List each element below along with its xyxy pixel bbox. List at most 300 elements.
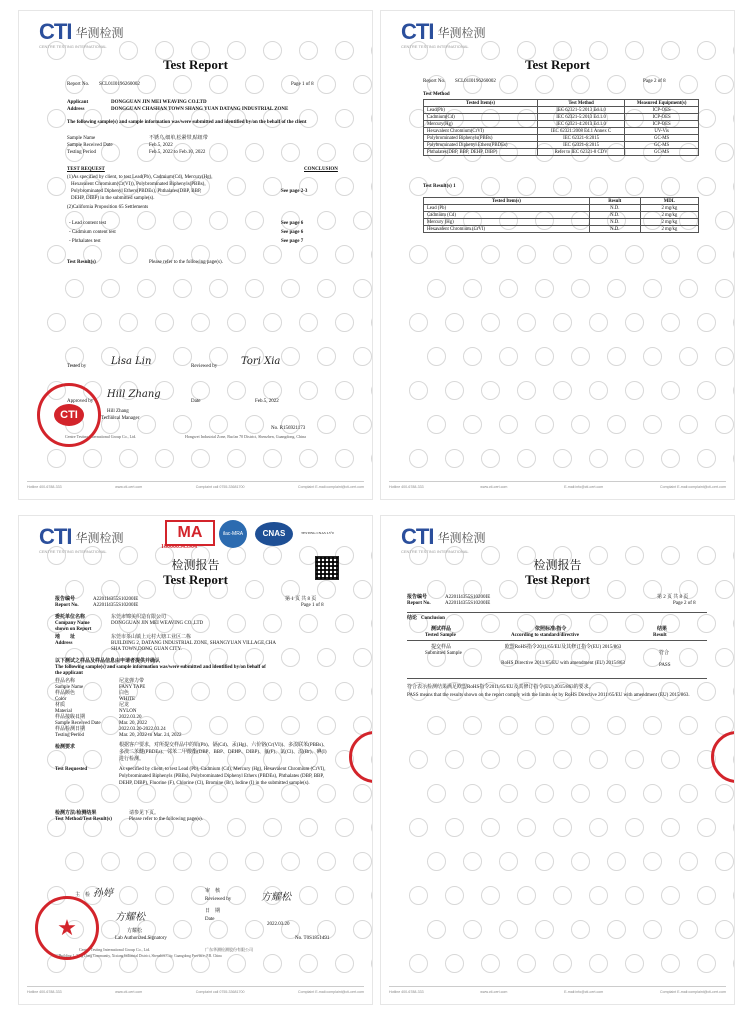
page-number-cn: 第 2 页 共 8 页 — [657, 595, 689, 600]
table-cell: Polybrominated Biphenyls(PBBs) — [424, 135, 538, 142]
watermark-icon — [643, 279, 662, 298]
watermark-icon — [553, 313, 572, 332]
report-no-label: Report No. — [55, 603, 79, 608]
watermark-icon — [191, 682, 210, 701]
watermark-icon — [553, 381, 572, 400]
table-cell: N.D. — [589, 212, 640, 219]
address-label-cn: 地 址 — [55, 635, 76, 640]
table-cell: GC-MS — [625, 135, 699, 142]
watermark-icon — [499, 75, 518, 94]
received-cn: 2022.03.20 — [119, 715, 142, 720]
sample-name-cn: 尼龙弹力带 — [119, 679, 145, 684]
watermark-icon — [263, 449, 282, 468]
watermark-icon — [697, 245, 716, 264]
watermark-icon — [409, 449, 428, 468]
row-standard-cn: 欧盟RoHS指令2011/65/EU及其修订指令(EU) 2015/863 — [504, 645, 622, 650]
watermark-icon — [173, 852, 192, 871]
report-no-label-cn: 报告编号 — [55, 597, 76, 602]
table-cell: Phthalates(DBP, BBP, DEHP, DIBP) — [424, 149, 538, 156]
address-en-2: SHA TOWN,DONG GUAN CITY. — [111, 647, 182, 652]
request-line-2: Hexavalent Chromium(Cr(VI)), Polybrominated Biphenyls(PBBs), — [71, 182, 206, 187]
report-no-label-cn: 报告编号 — [407, 595, 428, 600]
watermark-icon — [517, 818, 536, 837]
watermark-icon — [245, 75, 264, 94]
watermark-icon — [625, 886, 644, 905]
cadmium-test: - Cadmium content test — [69, 230, 116, 235]
watermark-icon — [733, 886, 735, 905]
approve-signature: 方耀松 — [115, 912, 145, 923]
table-cell: Lead (Pb) — [424, 205, 590, 212]
watermark-icon — [715, 279, 734, 298]
note-cn: 符合表示检测结果满足欧盟RoHS指令2011/65/EU及其修订指令(EU) 2015/863的要求。 — [407, 685, 594, 690]
watermark-icon — [571, 347, 590, 366]
watermark-icon — [535, 716, 554, 735]
watermark-icon — [697, 886, 716, 905]
watermark-icon — [589, 750, 608, 769]
watermark-icon — [173, 211, 192, 230]
watermark-icon — [715, 648, 734, 667]
page-footer — [27, 481, 364, 489]
edge-seal-stamp — [349, 731, 373, 783]
watermark-icon — [335, 682, 354, 701]
watermark-icon — [353, 211, 372, 230]
watermark-icon — [733, 449, 735, 468]
watermark-icon — [317, 648, 336, 667]
period-label: Testing Period — [67, 150, 96, 155]
watermark-icon — [625, 449, 644, 468]
brand-subtitle: CENTRE TESTING INTERNATIONAL — [401, 549, 469, 554]
column-header: Result — [589, 198, 640, 205]
note-en: PASS means that the results shown on the report comply with the limits set by RoHS Directive 2011/65/EU with amendment (EU) 2015/863. — [407, 693, 690, 698]
page-title-cn: 检测报告 — [533, 558, 582, 572]
watermark-icon — [697, 818, 716, 837]
watermark-icon — [571, 852, 590, 871]
watermark-icon — [299, 381, 318, 400]
watermark-icon — [299, 682, 318, 701]
cnas-subtitle: TESTING CNAS L5°0 — [301, 531, 334, 535]
watermark-icon — [299, 449, 318, 468]
material-label: Material — [55, 709, 72, 714]
cti-logo — [39, 19, 124, 49]
request-line-prop65: (2)California Proposition 65 Settlements — [67, 205, 149, 210]
watermark-icon — [535, 784, 554, 803]
watermark-icon — [101, 279, 120, 298]
table-cell: ICP-OES — [625, 114, 699, 121]
watermark-icon — [499, 279, 518, 298]
watermark-icon — [607, 279, 626, 298]
watermark-icon — [571, 716, 590, 735]
main-inspector-signature: 孙婷 — [93, 888, 113, 899]
watermark-icon — [463, 784, 482, 803]
row-result: PASS — [659, 663, 671, 668]
watermark-icon — [371, 449, 373, 468]
received-label-cn: 样品接收日期 — [55, 715, 86, 720]
watermark-icon — [607, 415, 626, 434]
watermark-icon — [335, 449, 354, 468]
method-label-cn: 检测方法/检测结果 — [55, 811, 97, 816]
table-cell: IEC 62321-5:2013 Ed.1.0 — [537, 114, 624, 121]
watermark-icon — [371, 245, 373, 264]
report-page-1 — [18, 10, 373, 500]
lead-test: - Lead content test — [69, 221, 107, 226]
watermark-icon — [679, 784, 698, 803]
watermark-icon — [227, 245, 246, 264]
approver-title: Lab Authorized Signatory — [115, 936, 167, 941]
col-standard-cn: 依照标准/指令 — [535, 627, 567, 632]
request-label-cn: 检测要求 — [55, 745, 76, 750]
row-sample-cn: 提交样品 — [431, 645, 452, 650]
watermark-icon — [209, 143, 228, 162]
table-cell: IEC 62321:2008 Ed.1 Annex C — [537, 128, 624, 135]
watermark-icon — [353, 75, 372, 94]
watermark-icon — [553, 177, 572, 196]
watermark-icon — [137, 211, 156, 230]
watermark-icon — [427, 716, 446, 735]
watermark-icon — [463, 347, 482, 366]
watermark-icon — [119, 886, 138, 905]
page-title: Test Report — [163, 572, 228, 587]
page-footer — [389, 986, 726, 994]
period-value: Feb.5, 2022 to Feb.10, 2022 — [149, 150, 206, 155]
table-row — [424, 121, 699, 128]
watermark-icon — [661, 177, 680, 196]
watermark-icon — [263, 614, 282, 633]
watermark-icon — [517, 750, 536, 769]
footer-web: www.cti-cert.com — [115, 485, 143, 489]
watermark-icon — [445, 313, 464, 332]
page-number-cn: 第 1 页 共 8 页 — [285, 597, 317, 602]
watermark-icon — [409, 750, 428, 769]
watermark-icon — [517, 245, 536, 264]
watermark-icon — [463, 648, 482, 667]
request-line-3: Polybrominated Diphenyl Ethers(PBDEs), Phthalates(DBP, BBP, — [71, 189, 202, 194]
report-no-repeat: A2201I4355S10200IE — [445, 601, 491, 606]
watermark-icon — [697, 614, 716, 633]
watermark-icon — [733, 177, 735, 196]
watermark-icon — [245, 279, 264, 298]
watermark-icon — [589, 313, 608, 332]
watermark-icon — [733, 313, 735, 332]
sample-name: FANY TAPE — [119, 685, 146, 690]
period: Mar. 20, 2022 to Mar. 24, 2022 — [119, 733, 182, 738]
watermark-icon — [517, 954, 536, 973]
watermark-icon — [281, 279, 300, 298]
watermark-icon — [733, 954, 735, 973]
watermark-icon — [679, 279, 698, 298]
report-no-repeat: A2201I4355S10200IE — [93, 603, 139, 608]
watermark-icon — [263, 682, 282, 701]
request-cn: 根据客户要求，对所提交样品中的铅(Pb)、镉(Cd)、汞(Hg)、六价铬(Cr(VI))、多溴联苯(PBBs)、多溴二苯醚(PBDEs)、邻苯二甲酸酯(DBP、BBP、DEHP、DIBP)、氟(F)、氯(Cl)、溴(Br)、碘(I)进行检测。 — [119, 743, 328, 762]
watermark-icon — [733, 245, 735, 264]
watermark-icon — [589, 954, 608, 973]
applicant-value: DONGGUAN JIN MEI WEAVING CO.LTD — [111, 100, 207, 105]
watermark-icon — [409, 381, 428, 400]
row-standard: RoHS Directive 2011/65/EU with amendment (EU) 2015/863 — [501, 661, 625, 666]
received-value: Feb.5, 2022 — [149, 143, 173, 148]
color-cn: 白色 — [119, 691, 130, 696]
watermark-icon — [353, 784, 372, 803]
report-no: SCL01I0196260002 — [99, 82, 140, 87]
footer-complaint-email: Complaint E-mail:complaint@cti-cert.com — [660, 485, 726, 489]
watermark-icon — [481, 818, 500, 837]
intro-en-2: the applicant — [55, 671, 83, 676]
watermark-icon — [47, 109, 66, 128]
watermark-icon — [47, 449, 66, 468]
shown-label: shown on Report — [55, 627, 92, 632]
color: WHITE — [119, 697, 136, 702]
cnas-logo: CNAS — [255, 522, 293, 546]
footer-complaint-email: Complaint E-mail:complaint@cti-cert.com — [298, 485, 364, 489]
watermark-icon — [317, 211, 336, 230]
watermark-icon — [571, 784, 590, 803]
company-footer-cn: 广东华测检测股份有限公司 — [205, 947, 253, 952]
watermark-icon — [209, 852, 228, 871]
watermark-icon — [353, 852, 372, 871]
sample-name-label: Sample Name — [55, 685, 84, 690]
table-cell: Cadmium (Cd) — [424, 212, 590, 219]
watermark-icon — [463, 279, 482, 298]
watermark-icon — [481, 614, 500, 633]
reviewed-by-signature: Tori Xia — [241, 356, 281, 367]
watermark-icon — [409, 313, 428, 332]
test-result-heading: Test Result(s) 1 — [423, 184, 456, 189]
page-title: Test Report — [163, 57, 228, 72]
watermark-icon — [697, 954, 716, 973]
watermark-icon — [715, 852, 734, 871]
watermark-icon — [371, 381, 373, 400]
page-number: Page 2 of 8 — [673, 601, 696, 606]
review-label-cn: 审 核 — [205, 889, 221, 894]
test-method-heading: Test Method — [423, 92, 450, 97]
watermark-icon — [517, 449, 536, 468]
watermark-icon — [715, 784, 734, 803]
test-request-heading: TEST REQUEST — [67, 167, 105, 172]
watermark-icon — [445, 886, 464, 905]
conclusion-divider — [407, 612, 707, 613]
watermark-icon — [155, 313, 174, 332]
page-footer — [389, 481, 726, 489]
column-header: Measured Equipment(s) — [625, 100, 699, 107]
report-page-3 — [18, 515, 373, 1005]
table-cell: N.D. — [589, 205, 640, 212]
watermark-icon — [137, 279, 156, 298]
footer-email: E-mail:info@cti-cert.com — [564, 485, 604, 489]
watermark-icon — [481, 381, 500, 400]
watermark-icon — [715, 211, 734, 230]
watermark-icon — [625, 245, 644, 264]
brand-name-cn: 华测检测 — [75, 530, 124, 545]
watermark-icon — [679, 920, 698, 939]
watermark-icon — [317, 279, 336, 298]
table-cell: Cadmium(Cd) — [424, 114, 538, 121]
watermark-icon — [209, 716, 228, 735]
watermark-icon — [553, 449, 572, 468]
test-method-table — [423, 99, 699, 156]
watermark-icon — [47, 245, 66, 264]
company-en: DONGGUAN JIN MEI WEAVING CO.,LTD — [111, 621, 204, 626]
watermark-icon — [427, 784, 446, 803]
watermark-icon — [733, 614, 735, 633]
watermark-icon — [517, 177, 536, 196]
watermark-icon — [589, 449, 608, 468]
watermark-icon — [371, 818, 373, 837]
table-row — [424, 149, 699, 156]
brand-subtitle: CENTRE TESTING INTERNATIONAL — [39, 44, 107, 49]
watermark-icon — [715, 920, 734, 939]
table-cell: Lead(Pb) — [424, 107, 538, 114]
watermark-icon — [299, 886, 318, 905]
watermark-icon — [499, 920, 518, 939]
watermark-icon — [65, 784, 84, 803]
watermark-icon — [317, 716, 336, 735]
watermark-icon — [535, 279, 554, 298]
watermark-icon — [517, 313, 536, 332]
report-page-2 — [380, 10, 735, 500]
request-en: As specified by client, to test Lead (Pb), Cadmium (Cd), Mercury (Hg), Hexavalent Chromium (CrVI), Polybrominated Biphenyls (PBBs), Polybrominated Diphenyl Ethers (PBDEs), Phthalates (DBP, BBP, DEHP, DIBP), Fluorine (F), Chlorine (Cl), Bromine (Br), Iodine (I) in the submitted sample(s). — [119, 767, 326, 786]
watermark-icon — [335, 818, 354, 837]
watermark-icon — [499, 415, 518, 434]
watermark-icon — [371, 954, 373, 973]
intro-text: The following sample(s) and sample information was/were submitted and identified by/on the behalf of the client — [67, 120, 307, 125]
cma-code: 180000343904 — [161, 544, 197, 550]
watermark-icon — [625, 954, 644, 973]
watermark-icon — [299, 245, 318, 264]
watermark-icon — [445, 818, 464, 837]
brand-name-cn: 华测检测 — [437, 25, 486, 40]
watermark-icon — [299, 954, 318, 973]
watermark-icon — [589, 614, 608, 633]
watermark-icon — [119, 245, 138, 264]
watermark-icon — [643, 920, 662, 939]
watermark-icon — [607, 75, 626, 94]
watermark-icon — [445, 750, 464, 769]
brand-name: CTI — [39, 524, 72, 549]
watermark-icon — [697, 313, 716, 332]
table-row — [424, 114, 699, 121]
table-row — [424, 128, 699, 135]
watermark-icon — [47, 177, 66, 196]
watermark-icon — [409, 954, 428, 973]
method-en: Please refer to the following page(s). — [129, 817, 203, 822]
page-number: Page 1 of 8 — [301, 603, 324, 608]
watermark-icon — [317, 415, 336, 434]
watermark-icon — [317, 143, 336, 162]
watermark-icon — [553, 954, 572, 973]
request-line-1: (1)As specified by client, to test Lead(Pb), Cadmium(Cd), Mercury(Hg), — [67, 175, 213, 180]
col-standard: According to standard/directive — [511, 633, 579, 638]
seal-logo: CTI — [54, 404, 84, 426]
watermark-icon — [371, 886, 373, 905]
col-sample: Tested Sample — [425, 633, 456, 638]
watermark-icon — [173, 347, 192, 366]
table-row — [424, 219, 699, 226]
company-name: Centre Testing International Group Co., Ltd. — [65, 434, 137, 439]
watermark-icon — [589, 381, 608, 400]
watermark-icon — [535, 415, 554, 434]
footer-web: www.cti-cert.com — [480, 990, 508, 994]
table-cell: IEC 62321-6:2015 — [537, 135, 624, 142]
watermark-icon — [661, 750, 680, 769]
tested-by-label: Tested by — [67, 364, 87, 369]
table-cell: UV-Vis — [625, 128, 699, 135]
watermark-icon — [553, 750, 572, 769]
watermark-icon — [463, 415, 482, 434]
watermark-icon — [227, 177, 246, 196]
page-title-cn: 检测报告 — [171, 558, 220, 572]
watermark-icon — [733, 818, 735, 837]
table-cell: Mercury(Hg) — [424, 121, 538, 128]
watermark-icon — [119, 313, 138, 332]
watermark-icon — [553, 245, 572, 264]
col-result: Result — [653, 633, 667, 638]
watermark-icon — [643, 415, 662, 434]
watermark-icon — [661, 313, 680, 332]
date-value: 2022.03.20 — [267, 922, 290, 927]
table-cell: Hexavalent Chromium(CrVI) — [424, 128, 538, 135]
watermark-icon — [155, 682, 174, 701]
watermark-icon — [571, 920, 590, 939]
watermark-icon — [409, 245, 428, 264]
address-footer: Building 1, Xing Dong Community, Xixiang Industrial District, Shenzhen City, Guangdong Province, P.R. China — [59, 954, 222, 958]
watermark-icon — [227, 682, 246, 701]
watermark-icon — [427, 920, 446, 939]
footer-hotline: Hotline 400-6788-333 — [389, 485, 424, 489]
request-line-4: DEHP, DIBP) in the submitted sample(s). — [71, 196, 155, 201]
table-row — [424, 212, 699, 219]
conclusion-heading: CONCLUSION — [304, 167, 338, 172]
conclusion-label-cn: 结论 — [407, 616, 418, 621]
date-label: Date — [191, 399, 201, 404]
watermark-icon — [715, 75, 734, 94]
watermark-icon — [715, 347, 734, 366]
watermark-icon — [571, 415, 590, 434]
table-bottom-divider — [407, 678, 707, 679]
cma-mark: MA — [165, 520, 215, 546]
table-cell: 2 mg/kg — [640, 212, 698, 219]
watermark-icon — [191, 313, 210, 332]
cadmium-result: See page 6 — [281, 230, 304, 235]
watermark-icon — [499, 784, 518, 803]
address-en: BUILDING 2, DATANG INDUSTRIAL ZONE, SHANGYUAN VILLAGE,CHA — [111, 641, 277, 646]
sample-name-label: Sample Name — [67, 136, 96, 141]
watermark-icon — [607, 852, 626, 871]
tested-by-signature: Lisa Lin — [111, 356, 152, 367]
watermark-icon — [589, 245, 608, 264]
watermark-icon — [679, 415, 698, 434]
watermark-icon — [263, 313, 282, 332]
watermark-icon — [371, 177, 373, 196]
footer-complaint-tel: Complaint call 0755-33681700 — [195, 485, 245, 489]
watermark-icon — [335, 313, 354, 332]
watermark-icon — [137, 415, 156, 434]
watermark-icon — [643, 716, 662, 735]
watermark-icon — [209, 75, 228, 94]
watermark-icon — [481, 886, 500, 905]
table-cell: IEC 62321-6:2015 — [537, 142, 624, 149]
table-cell: 2 mg/kg — [640, 205, 698, 212]
report-page-4 — [380, 515, 735, 1005]
table-cell: N.D. — [589, 219, 640, 226]
company-address: Hongwei Industrial Zone, Bao'an 70 District, Shenzhen, Guangdong, China — [185, 434, 306, 439]
watermark-icon — [353, 415, 372, 434]
report-no: A2201I4355S10200IE — [445, 595, 491, 600]
watermark-icon — [335, 954, 354, 973]
page-number: Page 2 of 8 — [643, 79, 666, 84]
watermark-icon — [299, 313, 318, 332]
phthalates-test: - Phthalates test — [69, 239, 101, 244]
watermark-icon — [227, 954, 246, 973]
watermark-icon — [661, 449, 680, 468]
